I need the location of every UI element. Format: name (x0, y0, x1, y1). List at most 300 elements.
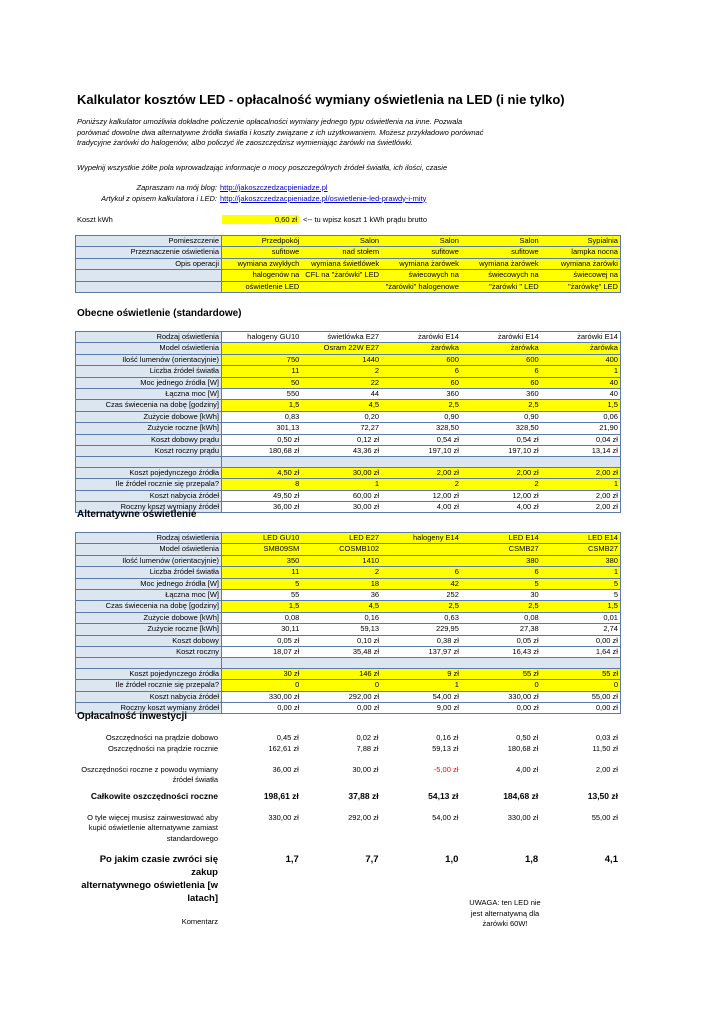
value-cell: 44 (301, 389, 381, 400)
input-cell[interactable]: 2,00 zł (381, 467, 461, 478)
row-label: Koszt nabycia źródeł (76, 691, 222, 702)
row-label: Koszt roczny prądu (76, 446, 222, 457)
value-cell: 137,97 zł (381, 647, 461, 658)
input-cell[interactable]: nad stołem (301, 247, 381, 258)
payback-label-cont: alternatywnego oświetlenia [w (81, 880, 218, 891)
value-cell: 0,00 zł (222, 703, 302, 714)
input-cell[interactable]: 22 (301, 377, 381, 388)
input-cell[interactable]: 2,00 zł (461, 467, 541, 478)
value-cell: świetlówka E27 (301, 332, 381, 343)
row-label: Koszt pojedynczego źródła (76, 668, 222, 679)
payback-value: 1,0 (445, 854, 459, 865)
value-cell: 180,68 zł (222, 446, 302, 457)
input-cell[interactable] (301, 281, 381, 292)
value-cell: 0,05 zł (461, 635, 541, 646)
savings-replace-value: 4,00 zł (516, 764, 539, 774)
savings-replace-value: 36,00 zł (272, 764, 299, 774)
input-cell[interactable]: 42 (381, 578, 461, 589)
input-cell[interactable]: 5 (222, 578, 302, 589)
input-cell[interactable]: Salon (301, 236, 381, 247)
input-cell[interactable]: wymiana zwykłych (222, 258, 302, 269)
input-cell[interactable]: sufitowe (381, 247, 461, 258)
value-cell: 0,83 (222, 411, 302, 422)
total-savings-value: 54,13 zł (428, 790, 459, 801)
blog-label: Zapraszam na mój blog: (136, 183, 217, 192)
row-label: Roczny koszt wymiany źródeł (76, 703, 222, 714)
input-cell[interactable]: 750 (222, 354, 302, 365)
input-cell[interactable]: 55 zł (461, 668, 541, 679)
value-cell: 0,04 zł (541, 434, 621, 445)
input-cell[interactable]: 2,5 (461, 601, 541, 612)
value-cell: 0,10 zł (301, 635, 381, 646)
input-cell[interactable]: 1,5 (541, 601, 621, 612)
input-cell[interactable]: 60 (381, 377, 461, 388)
input-cell[interactable]: 600 (381, 354, 461, 365)
value-cell: 27,38 (461, 624, 541, 635)
value-cell: 0,06 (541, 411, 621, 422)
kwh-cost-label: Koszt kWh (77, 214, 113, 224)
input-cell[interactable]: 6 (461, 366, 541, 377)
table-row (76, 236, 621, 247)
savings-daily-value: 0,50 zł (516, 733, 539, 742)
input-cell[interactable]: Sypialnia (541, 236, 621, 247)
input-cell[interactable]: 2 (381, 479, 461, 490)
input-cell[interactable]: Przedpokój (222, 236, 302, 247)
table-row (76, 446, 621, 457)
input-cell[interactable]: 18 (301, 578, 381, 589)
row-label: Łączna moc [W] (76, 590, 222, 601)
value-cell: 0,08 (222, 612, 302, 623)
row-label: Ile źródeł rocznie się przepala? (76, 479, 222, 490)
table-row (76, 612, 621, 623)
value-cell: 4,00 zł (461, 502, 541, 513)
input-cell[interactable] (381, 555, 461, 566)
input-cell[interactable]: 1440 (301, 354, 381, 365)
spacer-cell (541, 457, 621, 467)
row-label: Roczny koszt wymiany źródeł (76, 502, 222, 513)
table-row (76, 567, 621, 578)
table-row (76, 647, 621, 658)
input-cell[interactable]: 1 (541, 567, 621, 578)
savings-daily-value: 0,02 zł (356, 733, 379, 742)
input-cell[interactable]: świecowych na (381, 270, 461, 281)
current-lighting-table (75, 331, 621, 513)
article-link[interactable]: http://jakoszczedzacpieniadze.pl/oswietlenie-led-prawdy-i-mity (220, 193, 427, 203)
page-title: Kalkulator kosztów LED - opłacalność wymiany oświetlenia na LED (i nie tylko) (77, 92, 565, 107)
input-cell[interactable]: 6 (381, 366, 461, 377)
value-cell: 0,00 zł (541, 635, 621, 646)
input-cell[interactable]: "żarówki " LED (461, 281, 541, 292)
row-label: Koszt dobowy (76, 635, 222, 646)
table-row (76, 691, 621, 702)
savings-yearly-value: 180,68 zł (507, 743, 539, 753)
row-label: Łączna moc [W] (76, 389, 222, 400)
value-cell: 59,13 (301, 624, 381, 635)
value-cell: 0,63 (381, 612, 461, 623)
value-cell: 301,13 (222, 423, 302, 434)
input-cell[interactable]: 400 (541, 354, 621, 365)
table-row (76, 668, 621, 679)
table-row (76, 601, 621, 612)
savings-yearly-label: Oszczędności na prądzie rocznie (107, 743, 218, 753)
input-cell[interactable]: wymiana żarówki (541, 258, 621, 269)
input-cell[interactable]: 9 zł (381, 668, 461, 679)
value-cell: 21,90 (541, 423, 621, 434)
value-cell: 0,54 zł (461, 434, 541, 445)
total-savings-value: 198,61 zł (263, 790, 299, 801)
input-cell[interactable]: 600 (461, 354, 541, 365)
input-cell[interactable]: "żarówkę" LED (541, 281, 621, 292)
table-row (76, 467, 621, 478)
investment-heading: Opłacalność inwestycji (77, 711, 188, 722)
table-row (76, 366, 621, 377)
savings-replace-value: 2,00 zł (595, 764, 618, 774)
row-label: Moc jednego źródła [W] (76, 578, 222, 589)
value-cell: 0,00 zł (301, 703, 381, 714)
savings-replace-value-negative: -5,00 zł (433, 764, 459, 774)
spacer-cell (461, 457, 541, 467)
value-cell: 2,74 (541, 624, 621, 635)
value-cell: 30 (461, 590, 541, 601)
spacer-cell (76, 658, 222, 668)
input-cell[interactable]: 1 (541, 366, 621, 377)
value-cell: 0,20 (301, 411, 381, 422)
kwh-cost-input[interactable]: 0,60 zł (222, 215, 299, 224)
input-cell[interactable]: 6 (461, 567, 541, 578)
input-cell[interactable]: wymiana żarówek (381, 258, 461, 269)
row-label: Opis operacji (76, 258, 222, 269)
table-row (76, 533, 621, 544)
savings-daily-value: 0,03 zł (595, 733, 618, 742)
input-cell[interactable]: COSMB102 (301, 544, 381, 555)
value-cell: 30,00 zł (301, 502, 381, 513)
blog-link[interactable]: http://jakoszczedzacpieniadze.pl (220, 183, 328, 192)
spacer-cell (381, 658, 461, 668)
savings-yearly-value: 162,61 zł (268, 743, 299, 753)
savings-replace-value: 30,00 zł (352, 764, 379, 774)
input-cell[interactable]: LED E27 (301, 533, 381, 544)
table-row (76, 635, 621, 646)
row-label: Koszt pojedynczego źródła (76, 467, 222, 478)
value-cell: 0,00 zł (541, 703, 621, 714)
value-cell: 330,00 zł (222, 691, 302, 702)
value-cell: 13,14 zł (541, 446, 621, 457)
table-row (76, 389, 621, 400)
savings-yearly-value: 59,13 zł (432, 743, 459, 753)
spacer-cell (76, 457, 222, 467)
input-cell[interactable]: 30 zł (222, 668, 302, 679)
input-cell[interactable]: 8 (222, 479, 302, 490)
value-cell: 0,01 (541, 612, 621, 623)
input-cell[interactable]: 5 (461, 578, 541, 589)
payback-value: 1,7 (285, 854, 299, 865)
input-cell[interactable]: 2,5 (461, 400, 541, 411)
value-cell: 252 (381, 590, 461, 601)
input-cell[interactable]: żarówka (541, 343, 621, 354)
table-row (76, 490, 621, 501)
input-cell[interactable]: 0 (301, 680, 381, 691)
table-row (76, 258, 621, 269)
input-cell[interactable]: żarówka (461, 343, 541, 354)
value-cell: 49,50 zł (222, 490, 302, 501)
input-cell[interactable]: sufitowe (461, 247, 541, 258)
kwh-cost-row (77, 214, 477, 224)
input-cell[interactable]: LED E14 (461, 533, 541, 544)
row-label: Ilość lumenów (orientacyjnie) (76, 354, 222, 365)
spacer-cell (301, 457, 381, 467)
value-cell: 0,50 zł (222, 434, 302, 445)
input-cell[interactable]: 0 (222, 680, 302, 691)
input-cell[interactable]: LED GU10 (222, 533, 302, 544)
value-cell: 72,27 (301, 423, 381, 434)
input-cell[interactable]: Salon (461, 236, 541, 247)
savings-daily-row (75, 733, 620, 744)
input-cell[interactable]: 2 (301, 567, 381, 578)
row-label: Moc jednego źródła [W] (76, 377, 222, 388)
input-cell[interactable]: wymiana świetlówek (301, 258, 381, 269)
savings-yearly-value: 7,88 zł (356, 743, 379, 753)
row-label: Czas świecenia na dobę [godziny] (76, 400, 222, 411)
row-label (76, 281, 222, 292)
input-cell[interactable]: halogenów na (222, 270, 302, 281)
input-cell[interactable]: oświetlenie LED (222, 281, 302, 292)
value-cell: 550 (222, 389, 302, 400)
input-cell[interactable]: 380 (461, 555, 541, 566)
input-cell[interactable]: 2,00 zł (541, 467, 621, 478)
value-cell: 12,00 zł (381, 490, 461, 501)
row-label: Rodzaj oświetlenia (76, 533, 222, 544)
spacer-cell (381, 457, 461, 467)
payback-value: 7,7 (365, 854, 379, 865)
input-cell[interactable]: 1,5 (222, 601, 302, 612)
table-row (76, 479, 621, 490)
extra-investment-row (75, 813, 620, 824)
row-label: Rodzaj oświetlenia (76, 332, 222, 343)
spacer-cell (222, 658, 302, 668)
value-cell: 0,90 (381, 411, 461, 422)
total-savings-value: 37,88 zł (348, 790, 379, 801)
row-label: Czas świecenia na dobę [godziny] (76, 601, 222, 612)
spacer-cell (301, 658, 381, 668)
payback-row (75, 853, 620, 879)
value-cell: 0,16 (301, 612, 381, 623)
row-label: Ile źródeł rocznie się przepala? (76, 680, 222, 691)
row-label: Model oświetlenia (76, 544, 222, 555)
payback-value: 1,8 (524, 854, 539, 865)
input-cell[interactable]: CSMB27 (461, 544, 541, 555)
value-cell: 0,08 (461, 612, 541, 623)
input-cell[interactable]: 1 (381, 680, 461, 691)
savings-replace-row (75, 765, 620, 776)
table-row (76, 578, 621, 589)
value-cell: 55,00 zł (541, 691, 621, 702)
table-row (76, 343, 621, 354)
value-cell: halogeny GU10 (222, 332, 302, 343)
spacer-cell (541, 658, 621, 668)
input-cell[interactable]: 5 (541, 578, 621, 589)
input-cell[interactable]: 2 (301, 366, 381, 377)
value-cell: 35,48 zł (301, 647, 381, 658)
row-label: Model oświetlenia (76, 343, 222, 354)
value-cell: 36 (301, 590, 381, 601)
warning-line: UWAGA: ten LED nie (469, 898, 541, 907)
value-cell: 0,38 zł (381, 635, 461, 646)
extra-investment-value: 292,00 zł (348, 812, 379, 822)
spacer-row (76, 457, 621, 467)
row-label: Zużycie roczne [kWh] (76, 423, 222, 434)
value-cell: 0,90 (461, 411, 541, 422)
row-label (76, 270, 222, 281)
extra-investment-label-cont: standardowego (166, 833, 218, 843)
value-cell: 0,54 zł (381, 434, 461, 445)
intro-text: Poniższy kalkulator umożliwia dokładne policzenie opłacalności wymiany jednego typu oświetlenia na inne. Pozwala porównać dowolne dwa alternatywne źródła światła i koszty związane z ich użytkowaniem. Możesz przykładowo porównać tradycyjne żarówki do halogenów, albo policzyć ile zaoszczędzisz wymieniając żarówki na świetlówki. (77, 117, 484, 147)
input-cell[interactable]: halogeny E14 (381, 533, 461, 544)
value-cell: 4,00 zł (381, 502, 461, 513)
input-cell[interactable]: 380 (541, 555, 621, 566)
value-cell: żarówki E14 (461, 332, 541, 343)
input-cell[interactable]: 50 (222, 377, 302, 388)
value-cell: 12,00 zł (461, 490, 541, 501)
input-cell[interactable]: 40 (541, 377, 621, 388)
value-cell: 40 (541, 389, 621, 400)
table-row (76, 624, 621, 635)
row-label: Pomieszczenie (76, 236, 222, 247)
row-label: Koszt dobowy prądu (76, 434, 222, 445)
table-row (76, 411, 621, 422)
input-cell[interactable]: sufitowe (222, 247, 302, 258)
row-label: Liczba źródeł światła (76, 567, 222, 578)
input-cell[interactable]: 2 (461, 479, 541, 490)
value-cell: 18,07 zł (222, 647, 302, 658)
input-cell[interactable]: 4,5 (301, 601, 381, 612)
row-label: Przeznaczenie oświetlenia (76, 247, 222, 258)
input-cell[interactable]: 11 (222, 567, 302, 578)
input-cell[interactable]: wymiana żarówek (461, 258, 541, 269)
table-row (76, 555, 621, 566)
input-cell[interactable]: żarówka (381, 343, 461, 354)
input-cell[interactable]: 11 (222, 366, 302, 377)
payback-value: 4,1 (604, 854, 618, 865)
value-cell: żarówki E14 (541, 332, 621, 343)
spacer-row (76, 658, 621, 668)
value-cell: 43,36 zł (301, 446, 381, 457)
payback-label: Po jakim czasie zwróci się zakup (99, 854, 218, 878)
value-cell: 360 (461, 389, 541, 400)
input-cell[interactable]: Salon (381, 236, 461, 247)
row-label: Zużycie dobowe [kWh] (76, 612, 222, 623)
input-cell[interactable]: 1410 (301, 555, 381, 566)
input-cell[interactable] (381, 544, 461, 555)
extra-investment-label: O tyle więcej musisz zainwestować aby (87, 812, 218, 822)
value-cell: 1,64 zł (541, 647, 621, 658)
input-cell[interactable]: 146 zł (301, 668, 381, 679)
article-label: Artykuł z opisem kalkulatora i LED: (101, 193, 217, 203)
input-cell[interactable]: 60 (461, 377, 541, 388)
table-row (76, 354, 621, 365)
value-cell: 0,00 zł (461, 703, 541, 714)
input-cell[interactable]: świecowej na (541, 270, 621, 281)
input-cell[interactable]: 1 (301, 479, 381, 490)
links-block (77, 183, 537, 204)
extra-investment-value: 54,00 zł (432, 812, 459, 822)
table-row (76, 680, 621, 691)
row-label: Ilość lumenów (orientacyjnie) (76, 555, 222, 566)
input-cell[interactable]: 30,00 zł (301, 467, 381, 478)
input-cell[interactable]: 4,5 (301, 400, 381, 411)
value-cell: 36,00 zł (222, 502, 302, 513)
input-cell[interactable]: 55 zł (541, 668, 621, 679)
input-cell[interactable]: świecowych na (461, 270, 541, 281)
input-cell[interactable]: CSMB27 (541, 544, 621, 555)
value-cell: 60,00 zł (301, 490, 381, 501)
input-cell[interactable]: CFL na "żarówki" LED (301, 270, 381, 281)
savings-daily-value: 0,45 zł (276, 733, 299, 742)
alternative-lighting-heading: Alternatywne oświetlenie (77, 509, 197, 520)
table-row (76, 400, 621, 411)
value-cell: 2,00 zł (541, 490, 621, 501)
input-cell[interactable]: 0 (461, 680, 541, 691)
instruction-text: Wypełnij wszystkie żółte pola wprowadzając informacje o mocy poszczególnych źródeł światła, ich ilości, czasie (77, 163, 448, 172)
value-cell: 197,10 zł (381, 446, 461, 457)
spacer-cell (222, 457, 302, 467)
input-cell[interactable]: lampka nocna (541, 247, 621, 258)
input-cell[interactable]: 1,5 (222, 400, 302, 411)
value-cell: 328,50 (461, 423, 541, 434)
current-lighting-heading: Obecne oświetlenie (standardowe) (77, 308, 242, 319)
input-cell[interactable] (222, 343, 302, 354)
input-cell[interactable]: 1 (541, 479, 621, 490)
header-table (75, 235, 621, 293)
savings-replace-label-cont: źródeł światła (172, 775, 218, 784)
input-cell[interactable]: LED E14 (541, 533, 621, 544)
input-cell[interactable]: 2,5 (381, 400, 461, 411)
input-cell[interactable]: 2,5 (381, 601, 461, 612)
input-cell[interactable]: 4,50 zł (222, 467, 302, 478)
input-cell[interactable]: 0 (541, 680, 621, 691)
row-label: Koszt roczny (76, 647, 222, 658)
value-cell: 0,05 zł (222, 635, 302, 646)
alternative-lighting-table (75, 532, 621, 714)
comment-label: Komentarz (181, 917, 218, 926)
value-cell: 54,00 zł (381, 691, 461, 702)
total-savings-label: Całkowite oszczędności roczne (90, 790, 218, 801)
value-cell: 30,11 (222, 624, 302, 635)
spacer-cell (461, 658, 541, 668)
input-cell[interactable]: "żarówki" halogenowe (381, 281, 461, 292)
input-cell[interactable]: Osram 22W E27 (301, 343, 381, 354)
value-cell: 2,00 zł (541, 502, 621, 513)
table-row (76, 544, 621, 555)
payback-label-cont: latach] (187, 893, 218, 904)
table-row (76, 377, 621, 388)
input-cell[interactable]: SMB09SM (222, 544, 302, 555)
input-cell[interactable]: 350 (222, 555, 302, 566)
table-row (76, 332, 621, 343)
row-label: Liczba źródeł światła (76, 366, 222, 377)
input-cell[interactable]: 1,5 (541, 400, 621, 411)
table-row (76, 434, 621, 445)
savings-daily-label: Oszczędności na prądzie dobowo (105, 733, 218, 742)
input-cell[interactable]: 6 (381, 567, 461, 578)
extra-investment-value: 55,00 zł (591, 812, 618, 822)
table-row (76, 270, 621, 281)
savings-daily-value: 0,16 zł (436, 733, 459, 742)
savings-yearly-value: 11,50 zł (592, 743, 618, 753)
total-savings-value: 13,50 zł (587, 790, 618, 801)
value-cell: 9,00 zł (381, 703, 461, 714)
value-cell: 292,00 zł (301, 691, 381, 702)
total-savings-row (75, 790, 620, 803)
